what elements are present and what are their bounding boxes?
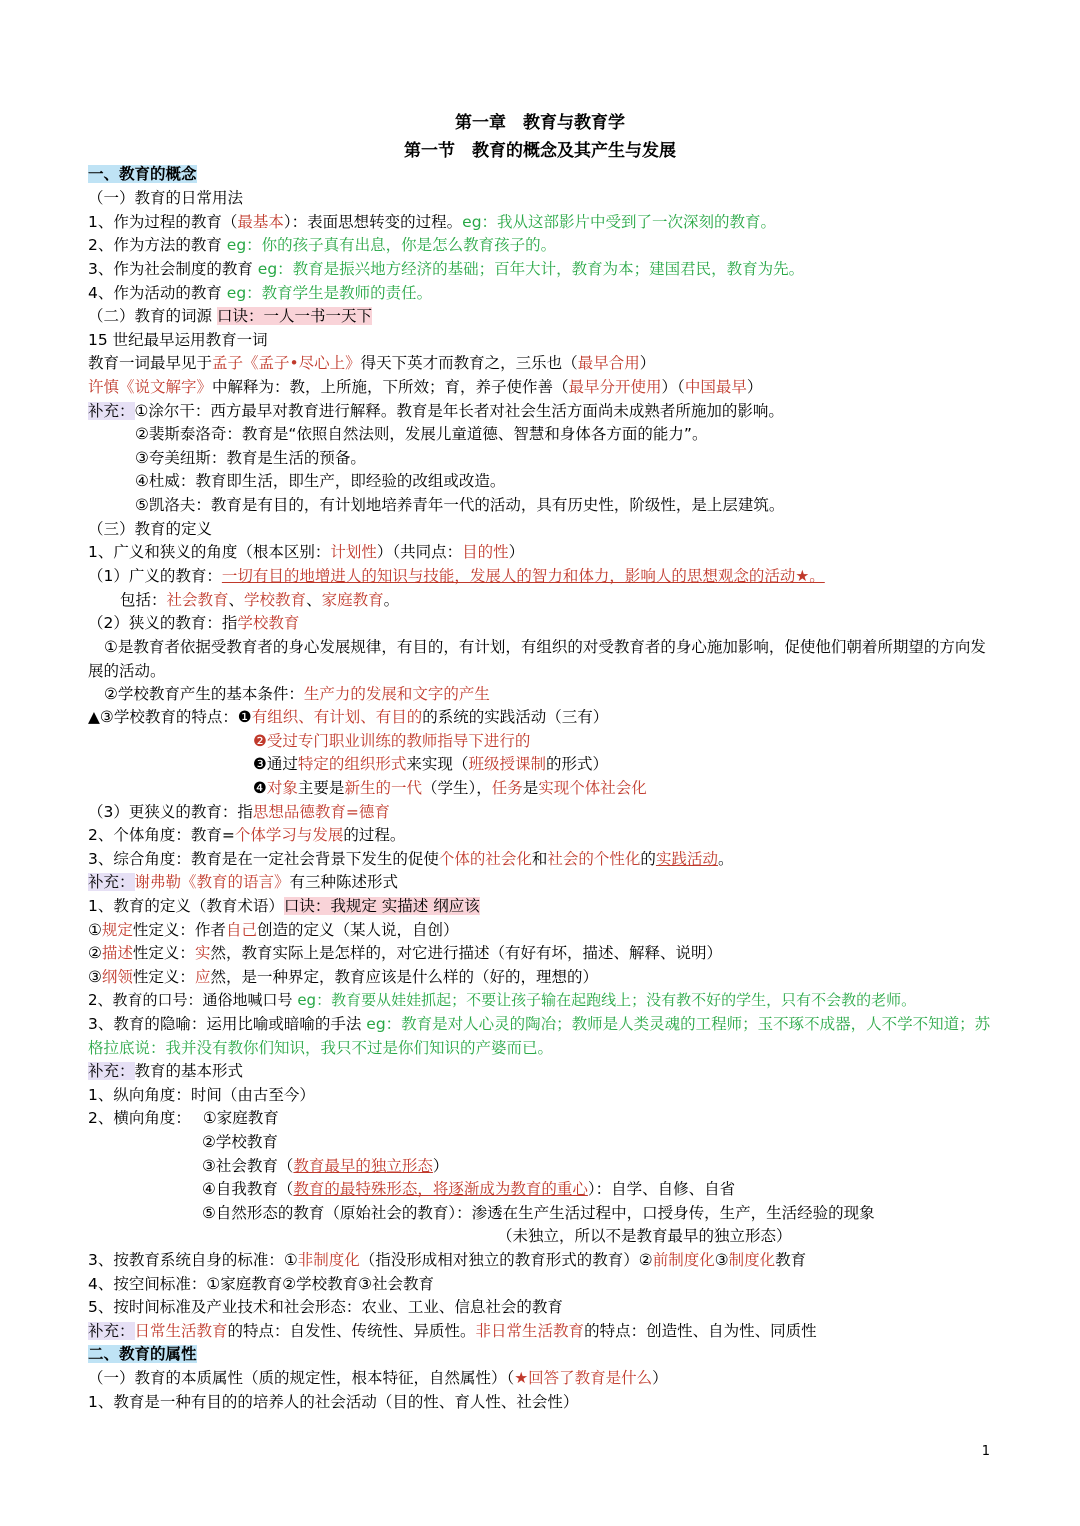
- line: [88, 1367, 668, 1389]
- t: 应: [194, 968, 211, 986]
- line: 4、按空间标准：①家庭教育②学校教育③社会教育: [88, 1275, 435, 1293]
- t: eg：教育学生是教师的责任。: [226, 284, 433, 302]
- line: [88, 871, 398, 893]
- line: ③夸美纽斯：教育是生活的预备。: [135, 449, 366, 467]
- line: 1、纵向角度：时间（由古至今）: [88, 1086, 315, 1104]
- line: [253, 777, 647, 799]
- t: eg：教育是对人心灵的陶冶；教师是人类灵魂的工程师；玉不琢不成器，人不学不知道；苏格拉底说：我并没有教你们知识，我只不过是你们知识的产婆而已。: [88, 1015, 991, 1057]
- t: 的特点：自发性、传统性、异质性。: [227, 1322, 476, 1340]
- t: 有三种陈述形式: [289, 873, 399, 891]
- t: 补充：: [88, 402, 135, 420]
- t: （一）教育的本质属性（质的规定性，根本特征，自然属性）（: [88, 1369, 515, 1387]
- t: 口诀：一人一书一天下: [216, 307, 372, 325]
- t: 最基本: [237, 213, 284, 231]
- line: [88, 848, 733, 870]
- t: 班级授课制: [468, 755, 546, 773]
- t: ）（共同点：: [376, 543, 463, 561]
- t: 实: [194, 944, 211, 962]
- t: 最早分开使用: [568, 378, 662, 396]
- t: ）: [639, 354, 656, 372]
- t: （2）狭义的教育：指: [88, 614, 238, 632]
- t: ①家庭教育: [202, 1109, 279, 1127]
- t: 教育: [775, 1251, 807, 1269]
- line: [253, 753, 608, 775]
- line: [88, 919, 458, 941]
- t: ❸通过: [253, 755, 298, 773]
- t: 教育的最特殊形态，将逐渐成为教育的重心: [293, 1180, 588, 1198]
- t: 补充：: [88, 873, 135, 891]
- t: 2、个体角度：教育=: [88, 826, 235, 844]
- t: 包括：: [120, 591, 167, 609]
- t: 。: [383, 591, 400, 609]
- t: ）: [746, 378, 763, 396]
- heading-concept: [88, 163, 197, 185]
- t: 2、横向角度：: [88, 1109, 191, 1127]
- t: 3、教育的隐喻：运用比喻或暗喻的手法: [88, 1015, 367, 1033]
- t: 来实现（: [406, 755, 469, 773]
- line: [88, 942, 722, 964]
- t: 3、作为社会制度的教育: [88, 260, 258, 278]
- line: [202, 1155, 448, 1177]
- t: 自己: [225, 921, 257, 939]
- line: 5、按时间标准及产业技术和社会形态：农业、工业、信息社会的教育: [88, 1298, 563, 1316]
- t: （二）教育的词源: [88, 307, 217, 325]
- t: 教育最早的独立形态: [293, 1157, 433, 1175]
- t: （1）广义的教育：: [88, 567, 222, 585]
- t: 教育一词最早见于: [88, 354, 213, 372]
- t: 许慎《说文解字》: [88, 378, 213, 396]
- section-title: 第一节 教育的概念及其产生与发展: [404, 141, 676, 161]
- line: [88, 612, 299, 634]
- t: ②学校教育产生的基本条件：: [104, 685, 304, 703]
- t: （3）更狭义的教育：指: [88, 803, 253, 821]
- line: [120, 589, 399, 611]
- line: [88, 706, 608, 728]
- t: 2、教育的口号：通俗地喊口号: [88, 991, 298, 1009]
- t: 然，教育实际上是怎样的，对它进行描述（有好有坏，描述、解释、说明）: [210, 944, 722, 962]
- line: [88, 801, 390, 823]
- t: 性定义：作者: [132, 921, 226, 939]
- line: （一）教育的日常用法: [88, 189, 244, 207]
- t: 个体的社会化: [438, 850, 532, 868]
- t: 生产力的发展和文字的产生: [303, 685, 490, 703]
- t: 得天下英才而教育之，三乐也（: [360, 354, 578, 372]
- line: [88, 541, 524, 563]
- t: 有组织、有计划、有目的: [251, 708, 423, 726]
- line: [88, 211, 776, 233]
- line: 1、教育是一种有目的的培养人的社会活动（目的性、育人性、社会性）: [88, 1393, 579, 1411]
- t: eg：你的孩子真有出息，你是怎么教育孩子的。: [226, 236, 557, 254]
- line: [88, 305, 372, 327]
- line: 15 世纪最早运用教育一词: [88, 331, 268, 349]
- t: ）: [432, 1157, 449, 1175]
- t: 中国最早: [684, 378, 747, 396]
- t: 的特点：创造性、自为性、同质性: [584, 1322, 817, 1340]
- t: 特定的组织形式: [297, 755, 407, 773]
- t: 口诀：我规定 实描述 纲应该: [283, 897, 480, 915]
- line: [104, 683, 490, 705]
- t: 规定: [101, 921, 133, 939]
- t: 性定义：: [132, 944, 195, 962]
- line: [88, 376, 762, 398]
- t: 、: [228, 591, 245, 609]
- t: 1、广义和狭义的角度（根本区别：: [88, 543, 331, 561]
- t: ①: [88, 921, 102, 939]
- t: 非制度化: [297, 1251, 360, 1269]
- t: eg：我从这部影片中受到了一次深刻的教育。: [462, 213, 777, 231]
- t: ）：自学、自修、自省: [587, 1180, 736, 1198]
- t: 创造的定义（某人说，自创）: [256, 921, 459, 939]
- t: ）（: [661, 378, 685, 396]
- heading-concept-text: 一、教育的概念: [88, 165, 197, 183]
- t: ★回答了教育是什么: [514, 1369, 653, 1387]
- t: 中解释为：教，上所施，下所效；育，养子使作善（: [212, 378, 569, 396]
- t: 1、教育的定义（教育术语）: [88, 897, 284, 915]
- t: ④自我教育（: [202, 1180, 294, 1198]
- t: ）：表面思想转变的过程。: [283, 213, 463, 231]
- line: ②裴斯泰洛奇：教育是“依照自然法则，发展儿童道德、智慧和身体各方面的能力”。: [135, 425, 708, 443]
- heading-attributes-text: 二、教育的属性: [88, 1345, 197, 1363]
- t: 前制度化: [652, 1251, 715, 1269]
- t: 性定义：: [132, 968, 195, 986]
- line: [88, 400, 784, 422]
- t: ）: [508, 543, 525, 561]
- line: [88, 258, 804, 280]
- line: （未独立，所以不是教育最早的独立形态）: [497, 1227, 792, 1245]
- t: ③社会教育（: [202, 1157, 294, 1175]
- heading-attributes: [88, 1343, 197, 1365]
- t: 制度化: [728, 1251, 776, 1269]
- t: 主要是: [297, 779, 345, 797]
- t: 计划性: [330, 543, 377, 561]
- t: 实现个体社会化: [538, 779, 647, 797]
- t: 思想品德教育=德育: [252, 803, 390, 821]
- t: eg：教育要从娃娃抓起；不要让孩子输在起跑线上；没有教不好的学生，只有不会教的老师。: [297, 991, 917, 1009]
- line: [88, 352, 655, 374]
- t: 描述: [101, 944, 133, 962]
- t: 是: [522, 779, 539, 797]
- line: [88, 989, 916, 1011]
- line: [88, 1107, 279, 1129]
- t: 最早合用: [577, 354, 640, 372]
- paragraph: [88, 1013, 992, 1060]
- t: 任务: [491, 779, 523, 797]
- line: [88, 1060, 243, 1082]
- t: 1、作为过程的教育（: [88, 213, 238, 231]
- t: 学校教育: [244, 591, 307, 609]
- t: ③: [714, 1251, 729, 1269]
- t: 然，是一种界定，教育应该是什么样的（好的，理想的）: [210, 968, 598, 986]
- t: 社会的个性化: [547, 850, 641, 868]
- t: 谢弗勒《教育的语言》: [134, 873, 290, 891]
- line: ④杜威：教育即生活，即生产，即经验的改组或改造。: [135, 472, 506, 490]
- line: [88, 282, 432, 304]
- line: （三）教育的定义: [88, 520, 213, 538]
- t: 和: [531, 850, 548, 868]
- t: 的形式）: [545, 755, 608, 773]
- line: ⑤自然形态的教育（原始社会的教育）：渗透在生产生活过程中，口授身传，生产，生活经验的现象: [202, 1204, 875, 1222]
- t: 的系统的实践活动（三有）: [422, 708, 609, 726]
- chapter-title: 第一章 教育与教育学: [455, 113, 625, 133]
- t: 4、作为活动的教育: [88, 284, 227, 302]
- t: （学生），: [421, 779, 492, 797]
- line: ❷受过专门职业训练的教师指导下进行的: [253, 732, 531, 750]
- t: ▲③学校教育的特点：: [88, 708, 238, 726]
- t: 的: [640, 850, 656, 868]
- line: [88, 565, 825, 587]
- line: [88, 1249, 806, 1271]
- t: ②: [88, 944, 102, 962]
- t: 。: [717, 850, 734, 868]
- line: [88, 234, 556, 256]
- t: 学校教育: [237, 614, 300, 632]
- t: 日常生活教育: [134, 1322, 228, 1340]
- line: [88, 1320, 817, 1342]
- t: 、: [306, 591, 322, 609]
- t: 补充：: [88, 1062, 135, 1080]
- t: 教育的基本形式: [134, 1062, 244, 1080]
- t: （指没形成相对独立的教育形式的教育）②: [359, 1251, 653, 1269]
- t: 纲领: [101, 968, 133, 986]
- line: ⑤凯洛夫：教育是有目的，有计划地培养青年一代的活动，具有历史性，阶级性，是上层建筑。: [135, 496, 785, 514]
- line: ②学校教育: [202, 1133, 278, 1151]
- t: eg：教育是振兴地方经济的基础；百年大计，教育为本；建国君民，教育为先。: [257, 260, 805, 278]
- t: 非日常生活教育: [475, 1322, 585, 1340]
- t: 补充：: [88, 1322, 135, 1340]
- t: ）: [652, 1369, 668, 1387]
- t: 个体学习与发展: [234, 826, 344, 844]
- t: 孟子《孟子•尽心上》: [212, 354, 361, 372]
- t: 一切有目的地增进人的知识与技能，发展人的智力和体力，影响人的思想观念的活动★。: [221, 567, 825, 585]
- t: 目的性: [462, 543, 509, 561]
- t: 新生的一代: [344, 779, 422, 797]
- t: 3、综合角度：教育是在一定社会背景下发生的促使: [88, 850, 439, 868]
- line: [88, 966, 598, 988]
- t: 社会教育: [166, 591, 229, 609]
- t: ③: [88, 968, 102, 986]
- t: 3、按教育系统自身的标准：①: [88, 1251, 298, 1269]
- t: ❶: [237, 708, 252, 726]
- t: 实践活动: [655, 850, 718, 868]
- t: 的过程。: [343, 826, 406, 844]
- line: [202, 1178, 735, 1200]
- t: 家庭教育: [321, 591, 384, 609]
- t: ❹: [253, 779, 267, 797]
- paragraph: ①是教育者依据受教育者的身心发展规律，有目的，有计划，有组织的对受教育者的身心施加影响，促使他们朝着所期望的方向发展的活动。: [88, 638, 986, 680]
- t: ①涂尔干：西方最早对教育进行解释。教育是年长者对社会生活方面尚未成熟者所施加的影响。: [134, 402, 784, 420]
- line: [88, 895, 480, 917]
- t: 对象: [266, 779, 298, 797]
- page-number: 1: [981, 1444, 990, 1459]
- line: [88, 824, 405, 846]
- t: 2、作为方法的教育: [88, 236, 227, 254]
